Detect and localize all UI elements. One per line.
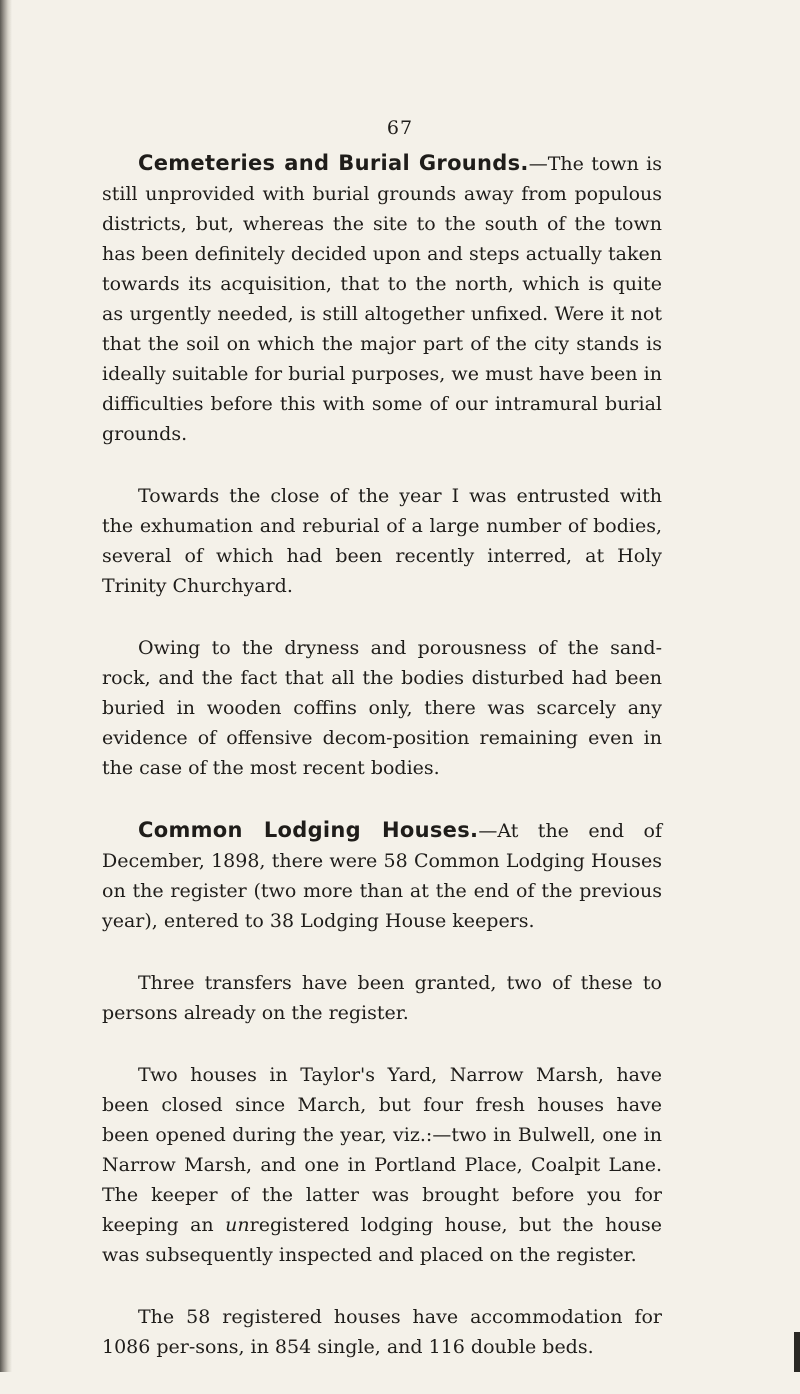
page-number: 67 xyxy=(386,117,414,139)
paragraph-exhumation: Towards the close of the year I was entrusted with the exhumation and reburial of a large number of bodies, several of which had been recently interred, at Holy Trinity Churchyard. xyxy=(102,485,662,597)
paragraph-text: The town is still unprovided with burial grounds away from populous districts, but, whereas the site to the south of the town has been definitely decided upon and steps actually taken towards its acquisition, that to the north, which is quite as urgently needed, is still altogether unfixed. Were it not that the soil on which the major part of the city stands is ideally suitable for burial purposes, we must have been in difficulties before this with some of our intramural burial grounds. xyxy=(102,153,662,445)
paragraph-cemeteries xyxy=(102,148,662,449)
paragraph-dryness: Owing to the dryness and porousness of the sand-rock, and the fact that all the bodies disturbed had been buried in wooden coffins only, there was scarcely any evidence of offensive decom-position remaining even in the case of the most recent bodies. xyxy=(102,637,662,779)
heading-dash: — xyxy=(528,153,548,175)
paragraph-lodging xyxy=(102,815,662,936)
paragraph-text: Two houses in Taylor's Yard, Narrow Marsh, have been closed since March, but four fresh houses have been opened during the year, viz.:—two in Bulwell, one in Narrow Marsh, and one in Portland Place, Coalpit Lane. The keeper of the latter was brought before you for keeping an xyxy=(102,1064,662,1236)
paragraph-transfers: Three transfers have been granted, two of these to persons already on the register. xyxy=(102,972,662,1024)
heading-dash: — xyxy=(478,820,498,842)
scan-corner-mark xyxy=(794,1332,800,1372)
section-heading-cemeteries: Cemeteries and Burial Grounds. xyxy=(138,151,529,175)
paragraph-accommodation: The 58 registered houses have accommodation for 1086 per-sons, in 854 single, and 116 double beds. xyxy=(102,1306,662,1358)
paragraph-text: registered lodging house, but the house was subsequently inspected and placed on the register. xyxy=(102,1214,662,1266)
page-body xyxy=(102,148,662,1394)
section-heading-lodging: Common Lodging Houses. xyxy=(138,818,479,842)
paragraph-text: At the end of December, 1898, there were 58 Common Lodging Houses on the register (two more than at the end of the previous year), entered to 38 Lodging House keepers. xyxy=(102,820,662,932)
paragraph-closures xyxy=(102,1060,662,1270)
emphasis-un: un xyxy=(225,1214,250,1236)
page-left-edge-shadow xyxy=(0,0,12,1372)
